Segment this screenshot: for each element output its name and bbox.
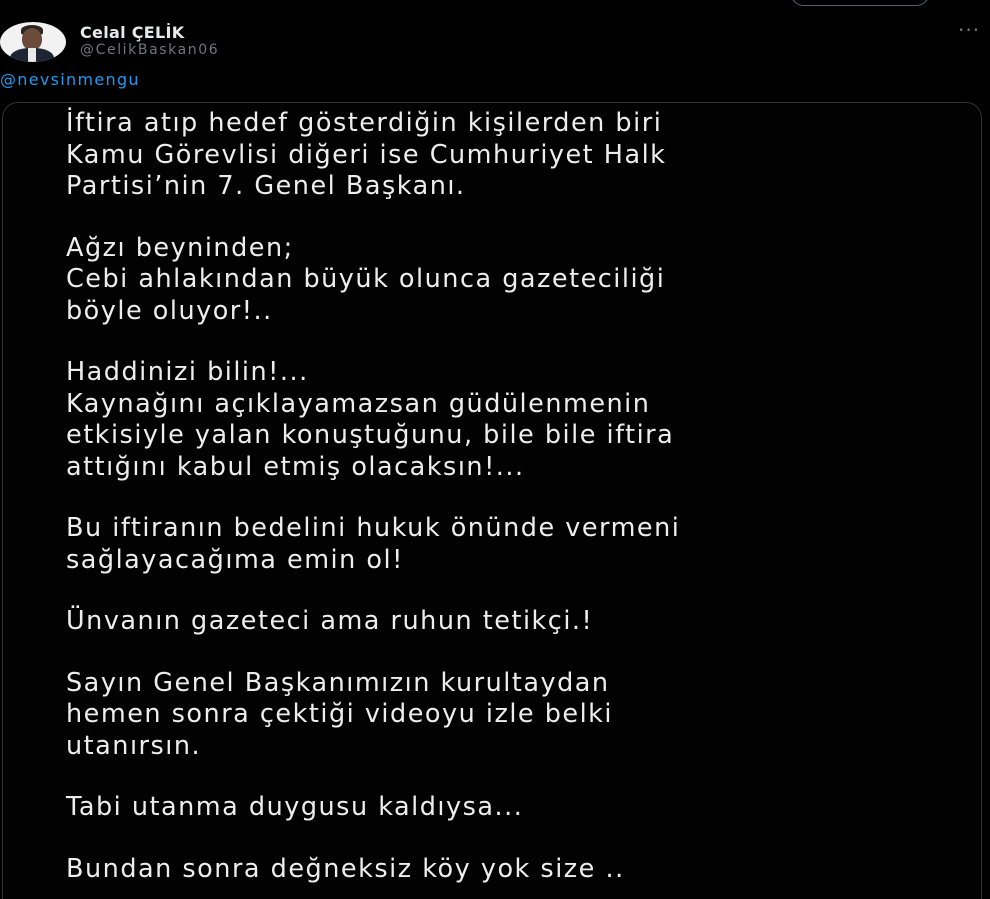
image-text-line: sağlayacağıma emin ol! bbox=[66, 544, 404, 575]
image-text-line: Cebi ahlakından büyük olunca gazeteciliği bbox=[66, 264, 666, 294]
image-text-line: Ağzı beyninden; bbox=[66, 232, 294, 263]
image-text-paragraph bbox=[66, 606, 966, 638]
image-text-line: Bundan sonra değneksiz köy yok size .. bbox=[66, 853, 625, 884]
author-avatar[interactable] bbox=[0, 22, 66, 62]
image-text-line: Tabi utanma duygusu kaldıysa... bbox=[66, 792, 524, 822]
more-options-icon[interactable]: ··· bbox=[958, 18, 981, 42]
author-handle[interactable]: @CelikBaskan06 bbox=[80, 42, 220, 58]
image-text-paragraph bbox=[66, 357, 966, 483]
image-text-line: Kaynağını açıklayamazsan güdülenmenin bbox=[66, 388, 651, 419]
image-text-line: Kamu Görevlisi diğeri ise Cumhuriyet Halk bbox=[66, 139, 667, 170]
image-text-line: etkisiyle yalan konuştuğunu, bile bile iftira bbox=[66, 420, 675, 450]
image-text-line: hemen sonra çektiği videoyu izle belki bbox=[66, 699, 614, 729]
image-text-line: Sayın Genel Başkanımızın kurultaydan bbox=[66, 667, 610, 698]
image-text-paragraph bbox=[66, 233, 966, 328]
image-text-line: Ünvanın gazeteci ama ruhun tetikçi.! bbox=[66, 606, 594, 636]
author-display-name[interactable]: Celal ÇELİK bbox=[80, 23, 185, 42]
image-text-line: böyle oluyor!.. bbox=[66, 295, 273, 326]
image-text-paragraph bbox=[66, 668, 966, 763]
tweet-image-text bbox=[66, 108, 966, 899]
image-text-line: utanırsın. bbox=[66, 730, 202, 761]
image-text-paragraph bbox=[66, 513, 966, 576]
follow-button[interactable] bbox=[790, 0, 930, 6]
image-text-line: Haddinizi bilin!... bbox=[66, 357, 309, 387]
image-text-paragraph bbox=[66, 792, 966, 824]
reply-mention-link[interactable]: @nevsinmengu bbox=[0, 70, 140, 89]
image-text-line: İftira atıp hedef gösterdiğin kişilerden biri bbox=[66, 108, 663, 138]
image-text-line: Partisi’nin 7. Genel Başkanı. bbox=[66, 171, 466, 201]
image-text-paragraph bbox=[66, 854, 966, 886]
image-text-line: attığını kabul etmiş olacaksın!... bbox=[66, 451, 525, 482]
image-text-paragraph bbox=[66, 108, 966, 203]
image-text-line: Bu iftiranın bedelini hukuk önünde vermeni bbox=[66, 513, 681, 543]
